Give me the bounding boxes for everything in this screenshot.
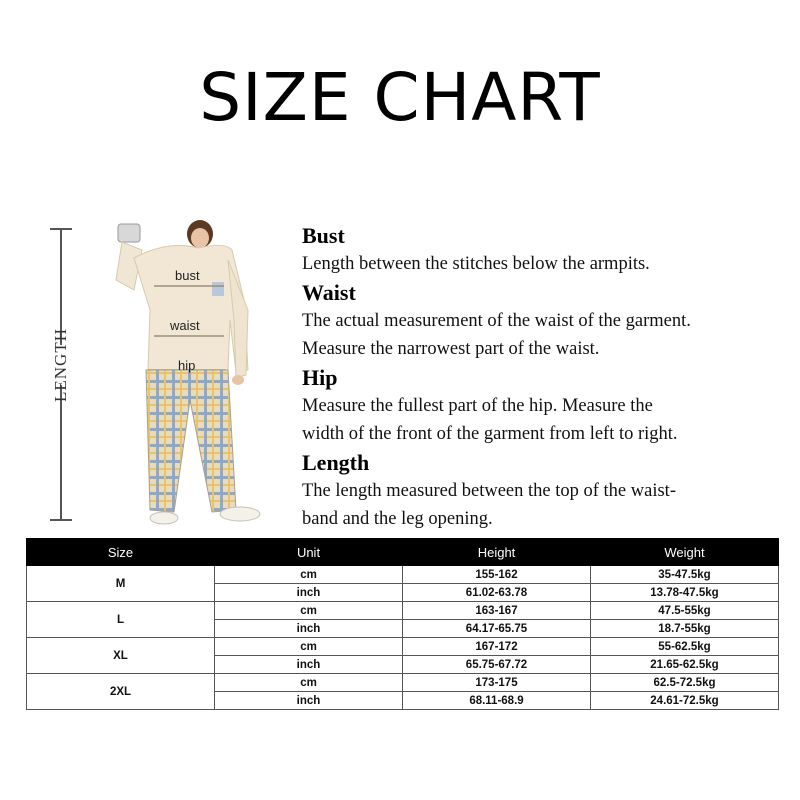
desc-text-hip-1: Measure the fullest part of the hip. Measure the <box>302 395 653 416</box>
model-figure <box>108 220 268 530</box>
unit-cell: inch <box>215 656 403 674</box>
unit-cell: cm <box>215 602 403 620</box>
height-cell: 155-162 <box>403 566 591 584</box>
height-cell: 65.75-67.72 <box>403 656 591 674</box>
header-weight: Weight <box>591 539 779 566</box>
length-label: LENGTH <box>41 345 81 385</box>
table-header-row <box>27 539 779 566</box>
size-cell: XL <box>27 638 215 674</box>
unit-cell: inch <box>215 692 403 710</box>
height-cell: 173-175 <box>403 674 591 692</box>
pajama-illustration <box>108 220 268 530</box>
desc-heading-waist: Waist <box>302 279 356 305</box>
weight-cell: 47.5-55kg <box>591 602 779 620</box>
weight-cell: 24.61-72.5kg <box>591 692 779 710</box>
size-table <box>26 538 779 710</box>
weight-cell: 55-62.5kg <box>591 638 779 656</box>
weight-cell: 35-47.5kg <box>591 566 779 584</box>
table-row <box>27 638 779 656</box>
unit-cell: inch <box>215 620 403 638</box>
weight-cell: 18.7-55kg <box>591 620 779 638</box>
page-title: SIZE CHART <box>199 59 601 136</box>
size-cell: M <box>27 566 215 602</box>
size-cell: 2XL <box>27 674 215 710</box>
length-indicator-bottom <box>50 519 72 521</box>
desc-text-waist-1: The actual measurement of the waist of the garment. <box>302 310 691 331</box>
unit-cell: cm <box>215 566 403 584</box>
size-cell: L <box>27 602 215 638</box>
desc-heading-hip: Hip <box>302 364 338 390</box>
desc-text-bust: Length between the stitches below the armpits. <box>302 254 650 274</box>
unit-cell: inch <box>215 584 403 602</box>
figure-label-bust: bust <box>175 268 200 283</box>
table-row <box>27 602 779 620</box>
desc-text-waist-2: Measure the narrowest part of the waist. <box>302 339 600 359</box>
weight-cell: 21.65-62.5kg <box>591 656 779 674</box>
unit-cell: cm <box>215 674 403 692</box>
figure-label-hip: hip <box>178 358 196 373</box>
figure-label-waist: waist <box>170 318 200 333</box>
height-cell: 64.17-65.75 <box>403 620 591 638</box>
header-unit: Unit <box>215 539 403 566</box>
table-row <box>27 674 779 692</box>
height-cell: 167-172 <box>403 638 591 656</box>
desc-text-hip-2: width of the front of the garment from left to right. <box>302 424 678 444</box>
height-cell: 163-167 <box>403 602 591 620</box>
height-cell: 68.11-68.9 <box>403 692 591 710</box>
desc-text-length-1: The length measured between the top of the waist- <box>302 480 676 501</box>
desc-heading-bust: Bust <box>302 223 345 248</box>
header-size: Size <box>27 539 215 566</box>
table-row <box>27 566 779 584</box>
measurement-descriptions <box>302 222 782 534</box>
weight-cell: 62.5-72.5kg <box>591 674 779 692</box>
weight-cell: 13.78-47.5kg <box>591 584 779 602</box>
header-height: Height <box>403 539 591 566</box>
desc-heading-length: Length <box>302 449 370 475</box>
height-cell: 61.02-63.78 <box>403 584 591 602</box>
unit-cell: cm <box>215 638 403 656</box>
desc-text-length-2: band and the leg opening. <box>302 509 493 529</box>
